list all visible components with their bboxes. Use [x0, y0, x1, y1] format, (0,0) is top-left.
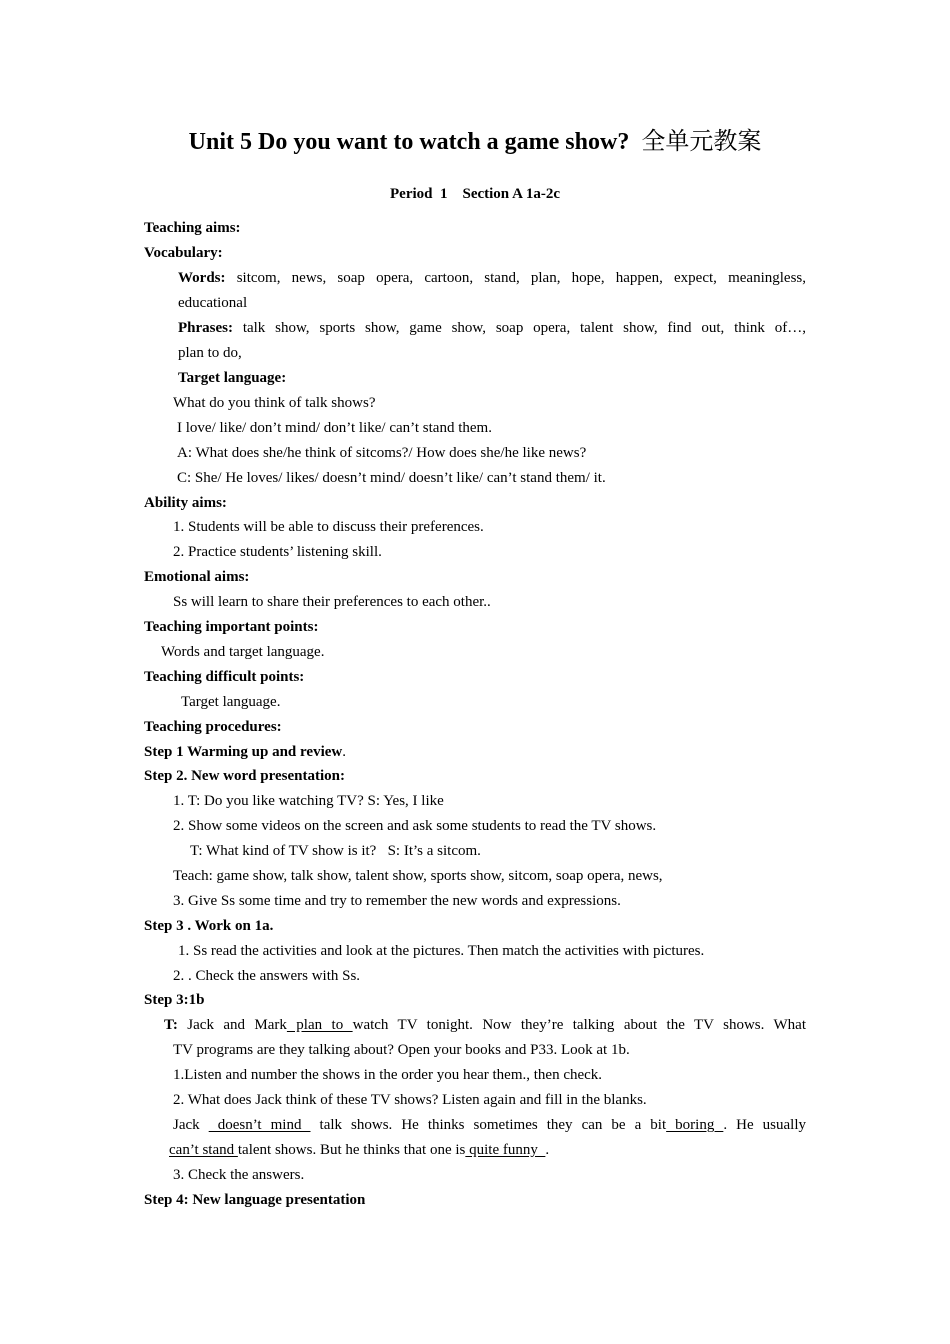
- title-english: Unit 5 Do you want to watch a game show?: [188, 129, 630, 155]
- target-line: A: What does she/he think of sitcoms?/ How does she/he like news?: [177, 445, 587, 461]
- step1-line: [144, 742, 346, 762]
- words-line: [178, 268, 806, 288]
- period-subtitle: Period 1 Section A 1a-2c: [390, 186, 560, 202]
- phrases-list: talk show, sports show, game show, soap opera, talent show, find out, think of…,: [242, 320, 806, 336]
- fill-text: Jack: [173, 1117, 209, 1133]
- step3b-item: 3. Check the answers.: [173, 1167, 305, 1183]
- title-chinese: 全单元教案: [641, 127, 762, 155]
- teaching-aims-heading: Teaching aims:: [144, 220, 241, 236]
- words-continued: educational: [178, 295, 248, 311]
- blank-quite-funny: quite funny: [465, 1142, 546, 1158]
- page-title: [0, 124, 950, 159]
- teacher-label: T:: [164, 1017, 178, 1033]
- blank-boring: boring: [666, 1117, 724, 1133]
- fill-text: . He usually: [723, 1117, 806, 1133]
- fill-in-line-2: [169, 1140, 549, 1160]
- step3b-item: 2. What does Jack think of these TV shows? Listen again and fill in the blanks.: [173, 1092, 647, 1108]
- difficult-points-heading: Teaching difficult points:: [144, 669, 305, 685]
- vocabulary-heading: Vocabulary:: [144, 245, 223, 261]
- step2-heading: Step 2. New word presentation:: [144, 768, 345, 784]
- fill-text: talk shows. He thinks sometimes they can be a bit: [310, 1117, 667, 1133]
- important-points-text: Words and target language.: [161, 644, 325, 660]
- fill-text: .: [545, 1142, 550, 1158]
- emotional-aims-text: Ss will learn to share their preferences to each other..: [173, 594, 491, 610]
- difficult-points-text: Target language.: [181, 694, 281, 710]
- fill-in-line-1: [173, 1115, 806, 1135]
- step2-line: 2. Show some videos on the screen and ask some students to read the TV shows.: [173, 818, 657, 834]
- step3b-teacher-line: [164, 1015, 806, 1035]
- step2-line: Teach: game show, talk show, talent show, sports show, sitcom, soap opera, news,: [173, 868, 663, 884]
- blank-cant-stand: can’t stand: [169, 1142, 238, 1158]
- ability-item: 1. Students will be able to discuss their preferences.: [173, 519, 484, 535]
- procedures-heading: Teaching procedures:: [144, 719, 282, 735]
- ability-item: 2. Practice students’ listening skill.: [173, 544, 382, 560]
- step3b-item: 1.Listen and number the shows in the order you hear them., then check.: [173, 1067, 603, 1083]
- step3-heading: Step 3 . Work on 1a.: [144, 918, 274, 934]
- target-line: What do you think of talk shows?: [173, 395, 376, 411]
- ability-aims-heading: Ability aims:: [144, 495, 227, 511]
- step3b-heading: Step 3:1b: [144, 992, 205, 1008]
- target-line: I love/ like/ don’t mind/ don’t like/ can’t stand them.: [177, 420, 492, 436]
- step3-line: 1. Ss read the activities and look at the pictures. Then match the activities with pictures.: [178, 943, 705, 959]
- phrases-continued: plan to do,: [178, 345, 242, 361]
- step2-line: T: What kind of TV show is it? S: It’s a sitcom.: [190, 843, 481, 859]
- step3-line: 2. . Check the answers with Ss.: [173, 968, 361, 984]
- emotional-aims-heading: Emotional aims:: [144, 569, 250, 585]
- phrases-label: Phrases:: [178, 320, 233, 336]
- teacher-text-a: Jack and Mark: [187, 1017, 287, 1033]
- fill-text: talent shows. But he thinks that one is: [237, 1142, 466, 1158]
- important-points-heading: Teaching important points:: [144, 619, 319, 635]
- step2-line: 3. Give Ss some time and try to remember the new words and expressions.: [173, 893, 621, 909]
- step1-heading: Step 1 Warming up and review: [144, 744, 343, 760]
- words-label: Words:: [178, 270, 226, 286]
- teacher-text-b: watch TV tonight. Now they’re talking about the TV shows. What: [352, 1017, 806, 1033]
- target-language-label: Target language:: [178, 370, 287, 386]
- step2-line: 1. T: Do you like watching TV? S: Yes, I like: [173, 793, 444, 809]
- blank-plan-to: plan to: [286, 1017, 353, 1033]
- step1-dot: .: [342, 744, 346, 760]
- blank-doesnt-mind: doesn’t mind: [208, 1117, 311, 1133]
- step3b-teacher-line-2: TV programs are they talking about? Open your books and P33. Look at 1b.: [173, 1042, 630, 1058]
- step4-heading: Step 4: New language presentation: [144, 1192, 366, 1208]
- phrases-line: [178, 318, 806, 338]
- words-list: sitcom, news, soap opera, cartoon, stand, plan, hope, happen, expect, meaningless,: [236, 270, 806, 286]
- target-line: C: She/ He loves/ likes/ doesn’t mind/ doesn’t like/ can’t stand them/ it.: [177, 470, 606, 486]
